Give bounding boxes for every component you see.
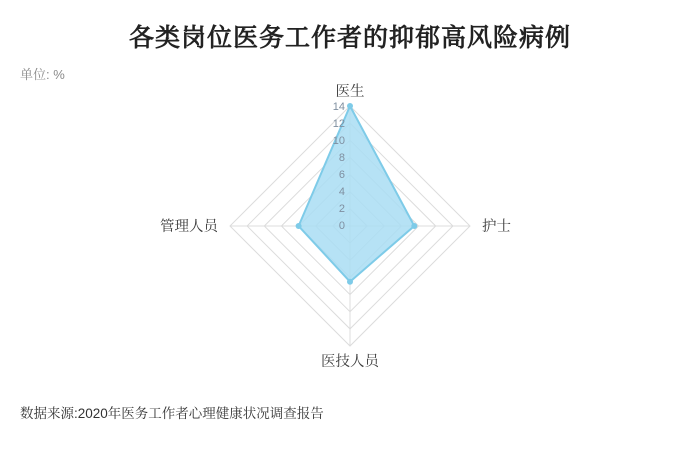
axis-label-administrator: 管理人员 — [160, 219, 218, 235]
tick-label: 8 — [338, 152, 345, 164]
axis-label-medical-technician: 医技人员 — [321, 354, 379, 368]
tick-label: 4 — [338, 186, 345, 198]
page-title: 各类岗位医务工作者的抑郁高风险病例 — [128, 24, 571, 52]
tick-label: 0 — [338, 220, 345, 232]
radar-svg — [0, 78, 700, 368]
tick-label: 6 — [338, 169, 345, 181]
tick-label: 10 — [332, 135, 345, 147]
unit-label: 单位: % — [20, 67, 65, 82]
data-source-note: 数据来源:2020年医务工作者心理健康状况调查报告 — [20, 406, 324, 421]
tick-label: 2 — [338, 203, 345, 215]
radar-series-polygon — [299, 106, 415, 282]
tick-label: 14 — [332, 101, 345, 113]
radar-plot-area — [0, 78, 700, 368]
axis-label-nurse: 护士 — [482, 219, 511, 235]
axis-label-doctor: 医生 — [335, 84, 365, 100]
tick-label: 12 — [332, 118, 345, 130]
